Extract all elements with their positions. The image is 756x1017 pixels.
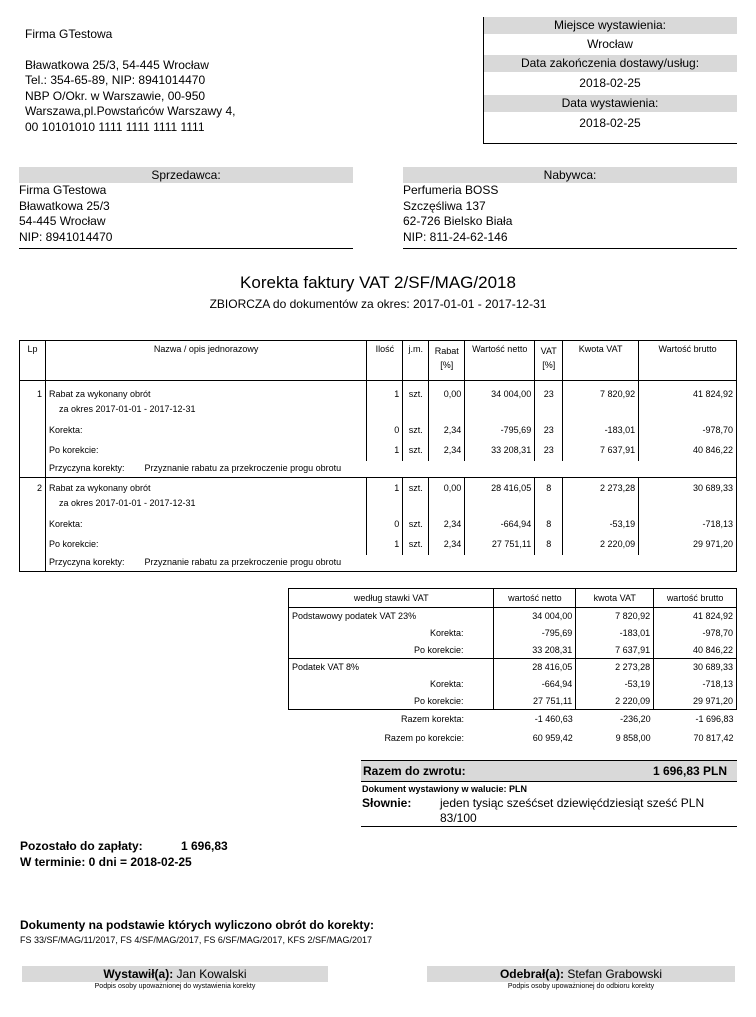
col-name: Nazwa / opis jednorazowy [45,341,366,381]
table-row [289,710,737,729]
documents-label: Dokumenty na podstawie których wyliczono obrót do korekty: [20,918,375,932]
item-vat-amount: 7 637,91 [563,441,639,461]
vat-amount: 2 220,09 [576,693,654,710]
receiver-note: Podpis osoby upoważnionej do odbioru korekty [507,983,655,990]
item-qty: 1 [367,441,403,461]
item-unit: szt. [403,441,429,461]
total-label: Razem po korekcie: [384,733,464,743]
item-row-label: Korekta: [45,421,366,441]
seller-street: Bławatkowa 25/3 [19,198,110,213]
issuer-name: Jan Kowalski [176,967,247,981]
col-unit: j.m. [403,341,429,381]
col-lp: Lp [20,341,46,381]
item-vat-amount: -183,01 [563,421,639,441]
item-vat: 8 [535,535,563,555]
item-unit: szt. [403,478,429,498]
vat-gross: 40 846,22 [654,642,737,659]
vat-amount: 2 273,28 [576,659,654,676]
vat-row-label: Po korekcie: [289,693,494,710]
total-gross: -1 696,83 [695,714,734,725]
seller-block [19,167,353,245]
vat-amount: -53,19 [576,676,654,693]
company-header [25,27,236,135]
company-bank-address: Warszawa,pl.Powstańców Warszawy 4, [25,104,236,118]
item-gross: 30 689,33 [692,483,733,493]
place-value: Wrocław [587,37,633,51]
item-lp: 1 [20,384,46,404]
items-table [19,340,737,572]
table-row [289,693,737,710]
total-gross: 70 817,42 [693,733,734,743]
item-unit: szt. [403,535,429,555]
vat-summary-header-row [289,589,737,608]
table-row [289,642,737,659]
items-header-row [20,341,737,381]
seller-city: 54-445 Wrocław [19,214,106,228]
sum-col-gross: wartość brutto [666,593,724,603]
seller-nip: NIP: 8941014470 [19,229,113,244]
col-gross: Wartość brutto [658,344,717,354]
item-name: Rabat za wykonany obrót [45,478,366,498]
table-row [20,535,737,555]
vat-summary-table [288,588,737,748]
refund-label: Razem do zwrotu: [363,764,466,778]
col-qty: Ilość [367,341,403,381]
item-vat-amount: 2 273,28 [563,478,639,498]
item-vat-amount: -53,19 [563,515,639,535]
document-subtitle: ZBIORCZA do dokumentów za okres: 2017-01-01 - 2017-12-31 [209,297,547,311]
words-line-2: 83/100 [440,811,477,825]
item-qty: 1 [367,535,403,555]
meta-block [483,17,737,135]
total-vat: 9 858,00 [615,733,651,743]
vat-amount: 7 820,92 [576,608,654,625]
vat-gross: 41 824,92 [654,608,737,625]
item-discount: 2,34 [429,441,465,461]
issuer-label: Wystawił(a): [103,967,174,981]
vat-net: 34 004,00 [494,608,576,625]
item-vat: 8 [535,515,563,535]
vat-row-label: Korekta: [289,676,494,693]
item-gross: -978,70 [702,424,733,435]
remaining-label: Pozostało do zapłaty: [20,839,143,853]
payment-term: W terminie: 0 dni = 2018-02-25 [20,855,192,869]
reason-label: Przyczyna korekty: [48,462,125,473]
currency-note: Dokument wystawiony w walucie: PLN [362,784,528,794]
vat-group-name: Podstawowy podatek VAT 23% [289,608,494,625]
table-row [20,384,737,404]
reason-label: Przyczyna korekty: [48,556,125,567]
item-vat-amount: 2 220,09 [563,535,639,555]
item-unit: szt. [403,515,429,535]
buyer-name: Perfumeria BOSS [403,183,499,197]
item-gross: 40 846,22 [692,444,733,455]
vat-net: 33 208,31 [494,642,576,659]
words-label: Słownie: [362,796,412,810]
col-vat: VAT [%] [535,341,563,381]
item-reason [45,461,736,478]
col-net: Wartość netto [465,341,535,381]
delivery-date-label: Data zakończenia dostawy/usług: [483,55,737,72]
seller-label: Sprzedawca: [19,167,353,183]
item-qty: 1 [367,384,403,404]
table-row [289,625,737,642]
vat-amount: -183,01 [576,625,654,642]
item-net: 33 208,31 [465,441,535,461]
table-row [289,729,737,748]
refund-bar [361,760,737,782]
item-discount: 2,34 [429,421,465,441]
item-qty: 0 [367,515,403,535]
item-gross: 41 824,92 [692,388,733,399]
item-row-label: Korekta: [45,515,366,535]
documents-list: FS 33/SF/MAG/11/2017, FS 4/SF/MAG/2017, FS 6/SF/MAG/2017, KFS 2/SF/MAG/2017 [20,935,372,945]
total-net: 60 959,42 [532,733,573,743]
delivery-date-value: 2018-02-25 [579,76,641,90]
item-net: 34 004,00 [465,384,535,404]
table-row [289,608,737,625]
item-vat: 8 [535,478,563,498]
table-row [20,441,737,461]
item-row-label: Po korekcie: [45,535,366,555]
item-net: 27 751,11 [465,535,535,555]
refund-amount: 1 696,83 PLN [652,764,727,778]
total-label: Razem korekta: [400,714,464,725]
issuer-note: Podpis osoby upoważnionej do wystawienia korekty [94,983,256,990]
buyer-label: Nabywca: [403,167,737,183]
item-period: za okres 2017-01-01 - 2017-12-31 [45,404,366,421]
remaining-amount: 1 696,83 [181,839,228,853]
item-row-label: Po korekcie: [45,441,366,461]
sum-col-rate: według stawki VAT [289,589,494,608]
item-qty: 0 [367,421,403,441]
vat-net: 28 416,05 [494,659,576,676]
table-row [20,404,737,421]
item-vat: 23 [535,421,563,441]
item-unit: szt. [403,384,429,404]
vat-gross: -718,13 [654,676,737,693]
issuer-signature [22,966,328,982]
item-gross: 29 971,20 [692,538,733,549]
company-bank: NBP O/Okr. w Warszawie, 00-950 [25,88,206,103]
vat-net: 27 751,11 [494,693,576,710]
item-qty: 1 [367,478,403,498]
vat-row-label: Po korekcie: [289,642,494,659]
item-lp: 2 [20,478,46,498]
item-discount: 2,34 [429,515,465,535]
company-phone-nip: Tel.: 354-65-89, NIP: 8941014470 [25,73,206,87]
item-discount: 2,34 [429,535,465,555]
vat-gross: -978,70 [654,625,737,642]
buyer-city: 62-726 Bielsko Biała [403,214,513,228]
col-discount: Rabat [%] [429,341,465,381]
item-unit: szt. [403,421,429,441]
buyer-block [403,167,737,245]
reason-text: Przyznanie rabatu za przekroczenie progu obrotu [144,556,342,567]
company-account: 00 10101010 1111 1111 1111 1111 [25,119,205,134]
table-row [289,659,737,676]
item-gross: -718,13 [702,518,733,529]
total-net: -1 460,63 [534,714,573,725]
sum-col-net: wartość netto [494,589,576,608]
vat-gross: 30 689,33 [654,659,737,676]
vat-group-name: Podatek VAT 8% [289,659,494,676]
receiver-signature [427,966,735,982]
vat-net: -664,94 [494,676,576,693]
item-name: Rabat za wykonany obrót [45,384,366,404]
table-row [20,555,737,572]
buyer-street: Szczęśliwa 137 [403,198,486,213]
col-vat-amount: Kwota VAT [563,341,639,381]
receiver-name: Stefan Grabowski [567,967,663,981]
issue-date-label: Data wystawienia: [483,95,737,112]
item-net: 28 416,05 [465,478,535,498]
item-discount: 0,00 [429,478,465,498]
item-net: -664,94 [465,515,535,535]
item-discount: 0,00 [429,384,465,404]
place-label: Miejsce wystawienia: [483,17,737,34]
total-vat: -236,20 [620,714,651,725]
company-name: Firma GTestowa [25,27,113,41]
amount-in-words [440,796,704,826]
table-row [20,461,737,478]
item-vat: 23 [535,441,563,461]
vat-gross: 29 971,20 [654,693,737,710]
issue-date-value: 2018-02-25 [579,116,641,130]
table-row [20,498,737,515]
words-line-1: jeden tysiąc sześćset dziewięćdziesiąt sześć PLN [440,796,705,810]
item-vat: 23 [535,384,563,404]
buyer-nip: NIP: 811-24-62-146 [403,229,508,244]
item-vat-amount: 7 820,92 [563,384,639,404]
seller-name: Firma GTestowa [19,183,107,197]
company-address: Bławatkowa 25/3, 54-445 Wrocław [25,57,209,72]
table-row [289,676,737,693]
vat-amount: 7 637,91 [576,642,654,659]
item-period: za okres 2017-01-01 - 2017-12-31 [45,498,366,515]
reason-text: Przyznanie rabatu za przekroczenie progu obrotu [144,462,342,473]
item-net: -795,69 [465,421,535,441]
table-row [20,421,737,441]
receiver-label: Odebrał(a): [499,967,564,981]
document-title: Korekta faktury VAT 2/SF/MAG/2018 [240,273,516,292]
item-reason [45,555,736,572]
vat-row-label: Korekta: [289,625,494,642]
vat-net: -795,69 [494,625,576,642]
table-row [20,515,737,535]
sum-col-vat: kwota VAT [576,589,654,608]
table-row [20,478,737,498]
